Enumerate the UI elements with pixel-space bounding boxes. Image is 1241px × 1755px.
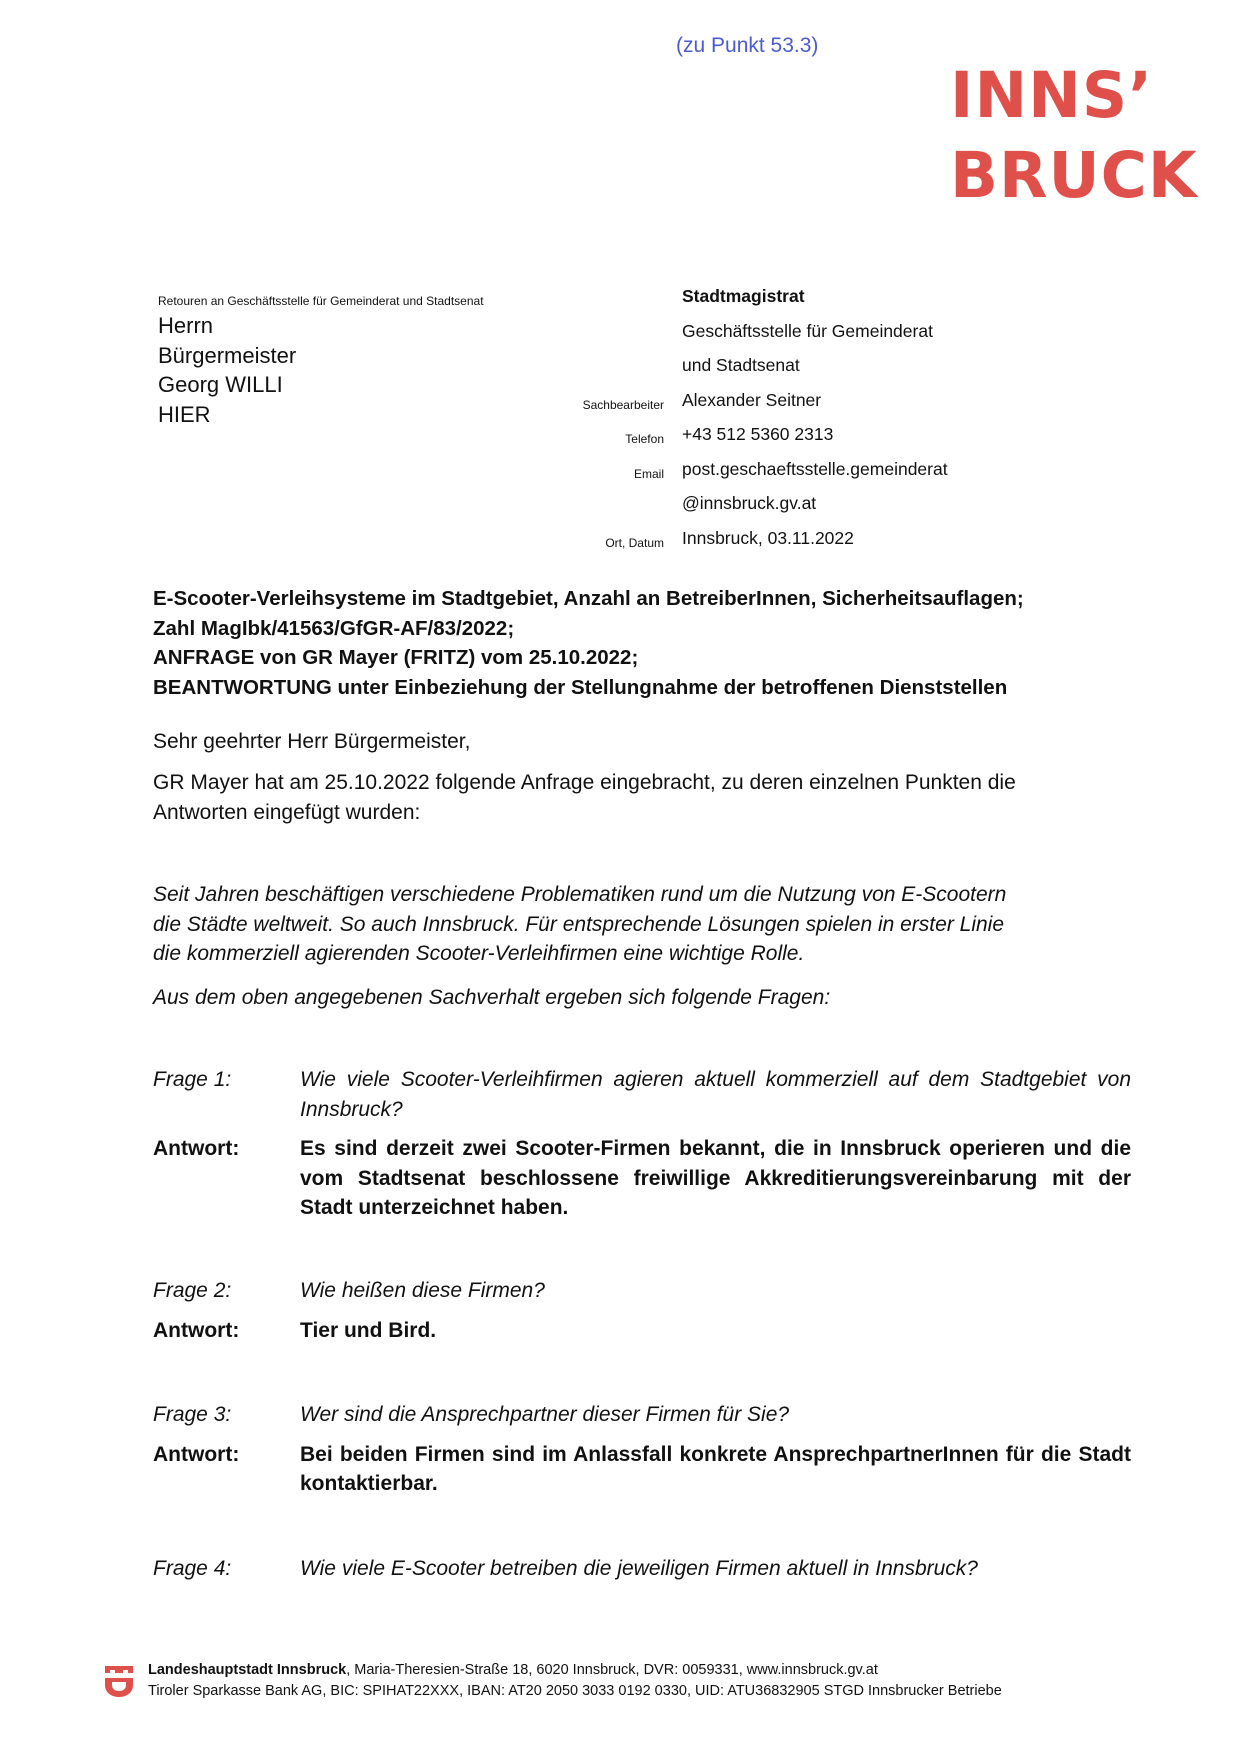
qa-block-1 — [153, 1065, 1131, 1233]
question-label: Frage 2: — [153, 1279, 232, 1302]
subject-line: E-Scooter-Verleihsysteme im Stadtgebiet, Anzahl an BetreiberInnen, Sicherheitsauflagen; — [153, 587, 1024, 610]
footer-address: , Maria-Theresien-Straße 18, 6020 Innsbruck, DVR: 0059331, www.innsbruck.gv.at — [346, 1662, 878, 1678]
intro-line: GR Mayer hat am 25.10.2022 folgende Anfrage eingebracht, zu deren einzelnen Punkten die — [153, 771, 1016, 794]
preamble-line: die kommerziell agierenden Scooter-Verleihfirmen eine wichtige Rolle. — [153, 942, 805, 965]
footer-line-1 — [148, 1660, 1002, 1681]
question-label: Frage 1: — [153, 1068, 232, 1091]
sender-dept: und Stadtsenat — [682, 355, 800, 375]
sender-org: Stadtmagistrat — [682, 286, 805, 306]
recipient-line: Herrn — [158, 313, 214, 338]
phone-number: +43 512 5360 2313 — [682, 424, 834, 444]
subject-line: BEANTWORTUNG unter Einbeziehung der Stellungnahme der betroffenen Dienststellen — [153, 675, 1008, 699]
answer-label: Antwort: — [153, 1318, 240, 1342]
question-label: Frage 3: — [153, 1403, 232, 1426]
qa-block-3 — [153, 1400, 1131, 1509]
question-label: Frage 4: — [153, 1557, 232, 1580]
answer-row — [153, 1134, 1131, 1223]
answer-text: Es sind derzeit zwei Scooter-Firmen bekannt, die in Innsbruck operieren und die vom Stadtsenat beschlossene freiwillige Akkreditierungsvereinbarung mit der Stadt unterzeichnet haben. — [300, 1137, 1131, 1219]
email-address: post.geschaeftsstelle.gemeinderat — [682, 458, 948, 479]
city-crest-icon — [104, 1664, 134, 1698]
return-address: Retouren an Geschäftsstelle für Gemeinderat und Stadtsenat — [158, 294, 484, 308]
question-text: Wie viele Scooter-Verleihfirmen agieren aktuell kommerziell auf dem Stadtgebiet von Innsbruck? — [300, 1068, 1131, 1121]
intro-paragraph — [153, 768, 1128, 827]
recipient-line: Bürgermeister — [158, 342, 297, 368]
qa-block-4 — [153, 1554, 1131, 1594]
logo-line-2: BRUCK — [950, 139, 1198, 212]
email-label: Email — [633, 466, 664, 481]
question-row — [153, 1554, 1131, 1584]
qa-block-2 — [153, 1276, 1131, 1355]
email-domain: @innsbruck.gv.at — [682, 493, 817, 513]
preamble-line: Seit Jahren beschäftigen verschiedene Problematiken rund um die Nutzung von E-Scootern — [153, 883, 1007, 906]
question-text: Wie heißen diese Firmen? — [300, 1279, 545, 1302]
answer-row — [153, 1440, 1131, 1499]
clerk-name: Alexander Seitner — [682, 389, 822, 410]
question-text: Wie viele E-Scooter betreiben die jeweiligen Firmen aktuell in Innsbruck? — [300, 1557, 978, 1580]
letter-date: Innsbruck, 03.11.2022 — [682, 527, 854, 548]
subject-block — [153, 584, 1113, 702]
subject-line: ANFRAGE von GR Mayer (FRITZ) vom 25.10.2022; — [153, 646, 639, 669]
logo-line-1: INNS’ — [950, 59, 1154, 132]
recipient-line: Georg WILLI — [158, 372, 283, 397]
salutation: Sehr geehrter Herr Bürgermeister, — [153, 730, 471, 753]
question-row — [153, 1065, 1131, 1124]
answer-label: Antwort: — [153, 1442, 240, 1466]
preamble-line: die Städte weltweit. So auch Innsbruck. Für entsprechende Lösungen spielen in erster Linie — [153, 912, 1005, 936]
footer-line-2: Tiroler Sparkasse Bank AG, BIC: SPIHAT22XXX, IBAN: AT20 2050 3033 0192 0330, UID: ATU36832905 STGD Innsbrucker Betriebe — [148, 1683, 1002, 1699]
preamble-questions: Aus dem oben angegebenen Sachverhalt ergeben sich folgende Fragen: — [153, 986, 831, 1009]
footer-city: Landeshauptstadt Innsbruck — [148, 1662, 347, 1678]
question-text: Wer sind die Ansprechpartner dieser Firmen für Sie? — [300, 1403, 790, 1426]
answer-label: Antwort: — [153, 1137, 240, 1160]
intro-line: Antworten eingefügt wurden: — [153, 800, 421, 824]
recipient-line: HIER — [158, 401, 211, 427]
question-row — [153, 1400, 1131, 1430]
answer-row — [153, 1316, 1131, 1346]
reference-note: (zu Punkt 53.3) — [676, 34, 819, 57]
city-logo — [950, 56, 1198, 216]
clerk-label: Sachbearbeiter — [582, 397, 664, 412]
preamble-paragraph — [153, 880, 1128, 969]
phone-label: Telefon — [625, 432, 664, 446]
question-row — [153, 1276, 1131, 1306]
sender-dept: Geschäftsstelle für Gemeinderat — [682, 320, 933, 341]
sender-info-block — [560, 286, 1080, 562]
footer — [148, 1660, 1002, 1702]
answer-text: Tier und Bird. — [300, 1318, 437, 1342]
answer-text: Bei beiden Firmen sind im Anlassfall konkrete AnsprechpartnerInnen für die Stadt kontaktierbar. — [300, 1442, 1131, 1495]
subject-line: Zahl MagIbk/41563/GfGR-AF/83/2022; — [153, 616, 515, 640]
date-label: Ort, Datum — [605, 535, 664, 550]
recipient-address — [158, 311, 296, 429]
